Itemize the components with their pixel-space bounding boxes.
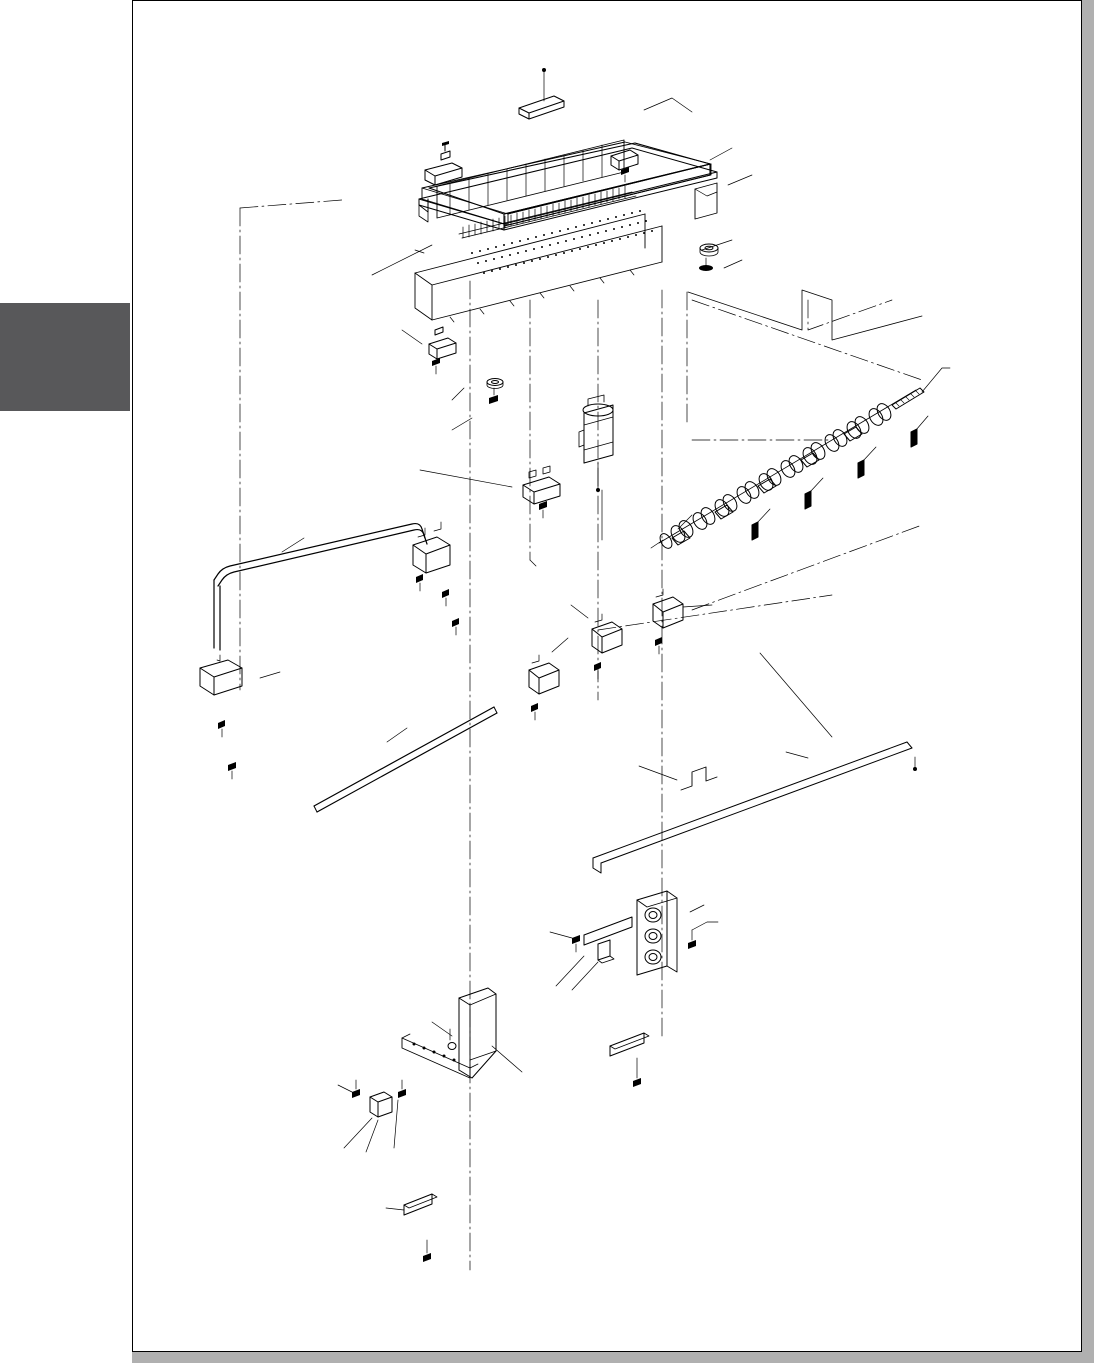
diagram-svg <box>132 0 1082 1352</box>
washer-under-deck <box>487 379 503 405</box>
top-center-plate <box>519 68 564 119</box>
centerlines <box>240 200 922 1270</box>
left-margin <box>0 0 132 1363</box>
long-rod <box>314 707 497 812</box>
bracket-top-right <box>611 150 638 182</box>
frame-outline-right <box>688 290 922 340</box>
long-rail <box>593 653 917 873</box>
lower-support-bracket <box>402 988 522 1078</box>
roller-shaft-assembly <box>651 368 950 550</box>
manifold-block <box>637 891 704 975</box>
exploded-assembly-diagram <box>132 0 1082 1352</box>
bottom-plate <box>386 1194 437 1262</box>
clamp-center <box>523 466 560 518</box>
deck-top <box>419 148 717 230</box>
page-shadow-bottom <box>132 1352 1094 1363</box>
bracket-under-deck-left <box>429 327 456 374</box>
bracket-upper-left <box>425 141 462 185</box>
bracket-mid-center <box>571 605 622 679</box>
manifold-screw-right <box>688 922 718 949</box>
tubular-handle <box>200 522 459 779</box>
deck-plate-group <box>421 112 729 235</box>
bracket-mid-left <box>529 638 568 720</box>
motor-cylinder <box>579 395 613 492</box>
top-deck-panel <box>304 97 715 238</box>
page-shadow-right <box>1082 0 1094 1363</box>
manifold-side-plate <box>550 917 632 990</box>
lower-left-clamp <box>338 1080 406 1152</box>
cover-plate <box>610 1033 649 1087</box>
section-tab <box>0 303 130 411</box>
